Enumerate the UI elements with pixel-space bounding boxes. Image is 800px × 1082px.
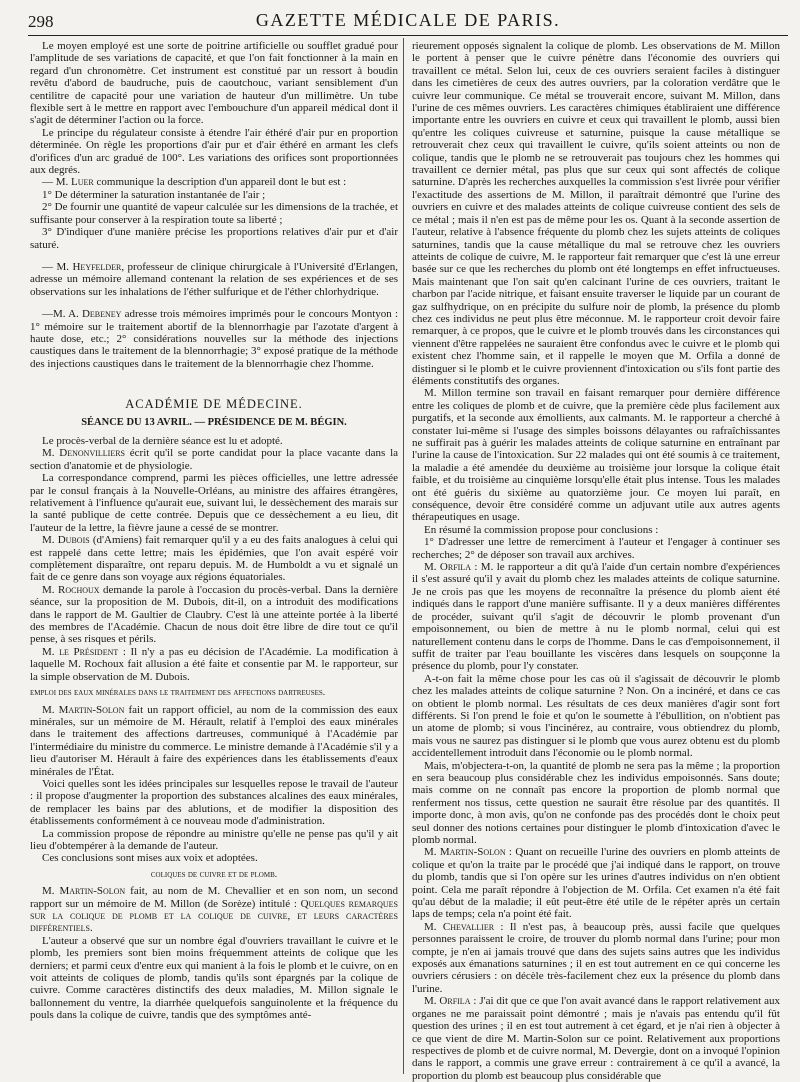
list-item: 2° De fournir une quantité de vapeur calculée sur les dimensions de la trachée, et suffisante pour conserver à la respiration toute sa liberté ; <box>30 201 398 226</box>
paragraph <box>412 995 780 1082</box>
page-header <box>28 8 788 34</box>
paragraph-text: (d'Amiens) fait remarquer qu'il y a eu des faits analogues à celui qui est rappelé dans cette lettre; mais les épidémies, que l'on avait espéré voir complètement disparaître, ont reparu depuis. M. de Humboldt a vu et signalé un fait de ce genre dans son voyage aux régions équatoriales. <box>30 534 398 584</box>
journal-title: GAZETTE MÉDICALE DE PARIS. <box>255 10 561 30</box>
speaker-name: M. Luer <box>55 176 94 189</box>
speaker-name: M. Rochoux <box>42 583 100 596</box>
list-item: 1° De déterminer la saturation instantanée de l'air ; <box>42 188 266 201</box>
paragraph-text: : Il n'est pas, à beaucoup près, aussi facile que quelques personnes paraissent le croire, de trouver du plomb normal dans l'urine; pour mon compte, je n'en ai jamais trouvé que dans des sujets sains autres que les individus exposés aux émanations saturnines ; il en est tout autrement en ce qui concerne les ouvriers cérusiers : on décèle très-facilement chez eux la présence du plomb dans l'urine. <box>412 920 781 995</box>
speaker-name: M. Orfila <box>424 561 471 574</box>
paragraph: M. Millon termine son travail en faisant remarquer pour dernière différence entre les coliques de plomb et de cuivre, que la première cède plus facilement aux purgatifs, et la seconde aux émollients, aux calmants. M. le rapporteur a cherché à constater lui-même si l'usage des simples boissons délayantes ou rafraîchissantes ne suffirait pas à guérir les malades atteints de colique saturnine en entraînant par l'urine la cause de l'intoxication. Sur 22 malades qui ont été soumis à ce traitement, la maladie a été amendée du deuxième au troisième jour lorsque la colique était faible, et du troisième au cinquième lorsqu'elle était plus intense. Tous les malades ont été guéris du sixième au quatorzième jour. Ce moyen lui paraît, en conséquence, devoir être considéré comme un adjuvant utile aux autres agents thérapeutiques en usage. <box>412 387 780 524</box>
paragraph: Le moyen employé est une sorte de poitrine artificielle ou soufflet gradué pour l'amplitude de ses variations de capacité, et que l'on fait fonctionner à la main en regard d'un chronomètre. Cet instrument est constitué par un ressort à boudin revêtu d'abord de baudruche, puis de caoutchouc, variant sensiblement d'un centilitre de capacité pour une variation de hauteur d'un millimètre. Un tube flexible sert à le mettre en rapport avec l'embouchure d'un appareil médical dont il s'agit de déterminer l'action ou la force. <box>30 40 398 127</box>
paragraph <box>30 646 398 683</box>
list-item: 3° D'indiquer d'une manière précise les proportions relatives d'air pur et d'air saturé. <box>30 226 398 251</box>
paragraph-text: : M. le rapporteur a dit qu'à l'aide d'un certain nombre d'expériences il s'est assuré qu'il y avait du plomb chez les malades atteints de colique saturnine. Je ne crois pas que les moyens de reconnaître la présence du plomb aient été indiqués dans le rapport d'une manière suffisante. Il y a deux manières différentes de procéder, suivant qu'il s'agit de découvrir le plomb provenant d'un empoisonnement, ou bien de mettre à nu le plomb normal, celui qui est naturellement contenu dans le corps de l'homme. Dans le cas d'empoisonnement, il suffit de traiter par l'eau bouillante les viscères dans lesquels on soupçonne la présence du plomb, pour l'y constater. <box>412 561 781 673</box>
paragraph: A-t-on fait la même chose pour les cas où il s'agissait de découvrir le plomb chez les malades atteints de colique saturnine ? Non. On a incinéré, et dans ce cas on obtient le plomb normal. Les résultats de ces deux manières d'agir sont fort différents. Si l'on prend le foie et qu'on le soumette à l'ébullition, on n'obtient pas un atome de plomb; si vous l'incinérez, au contraire, vous obtiendrez du plomb, mais vous ne saurez pas distinguer si le plomb que vous aurez obtenu est du plomb accidentellement introduit dans l'économie ou le plomb normal. <box>412 672 780 760</box>
paragraph <box>412 561 780 673</box>
paragraph <box>412 921 780 995</box>
header-rule <box>28 35 788 36</box>
speaker-name: M. Martin-Solon <box>42 703 125 716</box>
list-item: 1° D'adresser une lettre de remerciment à l'auteur et l'engager à continuer ses recherches; 2° de déposer son travail aux archives. <box>412 536 780 561</box>
paragraph: — M. Heyfelder, professeur de clinique chirurgicale à l'Université d'Erlangen, adresse un mémoire allemand contenant la relation de ses expériences et de ses observations sur les inhalations de l'éther sulfurique et de l'éther chlorhydrique. <box>30 260 399 298</box>
column-divider <box>403 38 404 1074</box>
paragraph: —M. A. Debeney adresse trois mémoires imprimés pour le concours Montyon : 1° mémoire sur le traitement abortif de la blennorrhagie par l'azotate d'argent à haute dose, etc.; 2° considérations nouvelles sur la méthode des injections caustiques dans le traitement de la blennorrhagie; 3° exposé pratique de la méthode des injections caustiques dans le traitement de la blennorrhagie chez l'homme. <box>30 308 398 370</box>
paragraph: Ces conclusions sont mises aux voix et adoptées. <box>42 852 258 865</box>
paragraph-text: , professeur de clinique chirurgicale à l'Université d'Erlangen, adresse un mémoire allemand contenant la relation de ses expériences et de ses observations sur les inhalations de l'éther sulfurique et de l'éther chlorhydrique. <box>30 260 399 298</box>
left-column <box>30 40 398 1074</box>
session-heading: SÉANCE DU 13 AVRIL. — PRÉSIDENCE DE M. BÉGIN. <box>81 416 347 428</box>
paragraph <box>30 534 398 584</box>
paragraph-text: écrit qu'il se porte candidat pour la place vacante dans la section d'anatomie et de physiologie. <box>30 447 399 472</box>
paragraph-text: fait, au nom de M. Chevallier et en son nom, un second rapport sur un mémoire de M. Millon (de Sorèze) intitulé : <box>30 885 398 910</box>
speaker-name: M. Heyfelder <box>56 260 122 273</box>
paragraph: Voici quelles sont les idées principales sur lesquelles repose le travail de l'auteur : il propose d'augmenter la proportion des substances alcalines des eaux minérales, de remplacer les bains par des ablutions, et de modifier la disposition des établissements conformément à ce nouveau mode d'administration. <box>30 777 398 828</box>
paragraph <box>30 447 398 472</box>
paragraph-text: fait un rapport officiel, au nom de la commission des eaux minérales, sur un mémoire de M. Hérault, relatif à l'emploi des eaux minérales dans le traitement des affections dartreuses, communiqué à l'Académie par l'intermédiaire du ministre du commerce. Le ministre demande à l'Académie s'il y a lieu d'autoriser M. Hérault à faire des expériences dans les établissements d'eaux minérales de l'État. <box>30 703 398 778</box>
paragraph-text: : Quant on recueille l'urine des ouvriers en plomb atteints de colique et qu'on la traite par le procédé que j'ai indiqué dans le rapport, on trouve du plomb, tandis que si l'on opère sur les urines d'autres individus on n'en obtient point. Cela me paraît répondre à l'objection de M. Orfila. Cet examen n'a été fait qu'au début de la maladie; il eût peut-être été utile de le répéter après un certain laps de temps; cela n'a point été fait. <box>412 846 780 921</box>
paragraph <box>30 704 398 778</box>
paragraph: — M. Luer communique la description d'un appareil dont le but est : <box>42 176 347 189</box>
paragraph: La correspondance comprend, parmi les pièces officielles, une lettre adressée par le consul français à la Nouvelle-Orléans, au ministre des affaires étrangères, relativement à l'influence qu'aurait eue, suivant lui, le dessèchement des marais sur la santé publique de cette contrée. Depuis que ce dessèchement a eu lieu, dit l'auteur de la lettre, la fièvre jaune a cessé de se montrer. <box>30 472 398 534</box>
paragraph <box>30 584 398 646</box>
paragraph: Le principe du régulateur consiste à étendre l'air éthéré d'air pur en proportion déterminée. On règle les proportions d'air pur et d'air éthéré en armant les clefs d'orifices d'un arc gradué de 100°. Les variations des orifices sont proportionnées aux degrés. <box>30 126 398 177</box>
speaker-name: M. A. Debeney <box>53 308 122 321</box>
paragraph-text: adresse trois mémoires imprimés pour le concours Montyon : 1° mémoire sur le traitement abortif de la blennorrhagie par l'azotate d'argent à haute dose, etc.; 2° considérations nouvelles sur la méthode des injections caustiques dans le traitement de la blennorrhagie; 3° exposé pratique de la méthode des injections caustiques dans le traitement de la blennorrhagie chez l'homme. <box>30 308 398 370</box>
page-number: 298 <box>28 12 54 31</box>
right-column <box>412 40 781 1082</box>
speaker-name: M. le Président <box>42 645 119 658</box>
speaker-name: M. Martin-Solon <box>424 846 506 859</box>
paragraph <box>412 846 780 920</box>
paragraph <box>30 885 398 935</box>
section-heading: ACADÉMIE DE MÉDECINE. <box>125 397 303 412</box>
speaker-name: M. Denonvilliers <box>42 447 126 460</box>
subsection-heading: emploi des eaux minérales dans le traitement des affections dartreuses. <box>30 688 326 699</box>
paragraph: rieurement opposés signalent la colique de plomb. Les observations de M. Millon le portent à penser que le cuivre pénètre dans l'économie des ouvriers qui travaillent ce métal. Selon lui, ceux de ces ouvriers seraient faciles à distinguer dans les cimetières de ceux des autres ouvriers, par la coloration verdâtre que le cuivre leur communique. Ce métal se trouverait encore, suivant M. Millon, dans l'urine de ces mêmes ouvriers. Les caractères chimiques établiraient une différence importante entre les ouvriers en cuivre et ceux qui travaillent le plomb, aussi bien qu'entre les coliques cuivreuse et saturnine, puisque la cause métallique se retrouverait chez ceux qui travaillent le cuivre, qu'ils soient atteints ou non de colique, tandis que le plomb ne se retrouverait pas toujours chez les hommes qui travaillent ce dernier métal, pas plus que sur ceux qui sont affectés de colique saturnine. D'après les recherches auxquelles la commission s'est livrée pour vérifier l'exactitude des assertions de M. Millon, il paraîtrait démontré que l'urine des ouvriers en cuivre et des malades atteints de colique cuivreuse contient des sels de ce métal ; mais il n'en est pas de même pour les os. Quant à la seconde assertion de l'auteur, relative à l'absence fréquente du plomb chez les sujets atteints de coliques saturnines, tandis que la cause métallique du mal se retrouve chez les ouvriers atteints de colique de cuivre, M. le rapporteur fait remarquer que c'est là une erreur basée sur ce que les recherches du plomb ont été longtemps en effet infructueuses. Mais maintenant que l'on sait qu'en calcinant l'urine de ces ouvriers, traitant le charbon par l'acide nitrique, et faisant ensuite traverser le liquide par un courant de gaz sulfhydrique, on en précipite du sulfure noir de plomb, la présence du plomb chez ces individus ne peut plus être méconnue. M. le rapporteur croit devoir faire remarquer, à ce propos, que le cuivre et le plomb trouvés dans les circonstances qui viennent d'être rappelées ne sauraient être confondus avec le cuivre et le plomb qui existent chez l'homme sain, et il rappelle le moyen que M. Orfila a donné de distinguer si le plomb et le cuivre proviennent d'intoxication ou s'ils font partie des éléments constitutifs des organes. <box>412 40 780 387</box>
speaker-name: M. Orfila <box>424 995 471 1008</box>
subsection-heading: coliques de cuivre et de plomb. <box>150 869 278 880</box>
memoir-title: Quelques remarques sur la colique de plomb et la colique de cuivre, et leurs caractères différentiels. <box>30 897 398 935</box>
paragraph: Mais, m'objectera-t-on, la quantité de plomb ne sera pas la même ; la proportion en sera beaucoup plus considérable chez les individus empoisonnés. Sans doute; mais comme on ne connaît pas encore la proportion de plomb normal que renferment nos tissus, cette question ne saurait être résolue par des quantités. Il importe donc, à mon avis, qu'on ne confonde pas des procédés dont le choix peut seul donner des notions certaines pour distinguer le plomb d'intoxication d'avec le plomb normal. <box>412 759 780 846</box>
speaker-name: M. Chevallier <box>424 920 495 933</box>
paragraph-text: : J'ai dit que ce que l'on avait avancé dans le rapport relativement aux organes ne me paraissait point démontré ; mais je n'avais pas entendu qu'il fût question des urines ; il en est tout autrement à cet égard, et je n'ai rien à objecter à ce que vient de dire M. Martin-Solon sur ce point. Relativement aux proportions respectives de plomb et de cuivre normal, M. Devergie, dont on a invoqué l'opinion dans le rapport, a commis une grave erreur : contrairement à ce qu'il a avancé, la proportion du plomb est beaucoup plus considérable que <box>412 995 780 1082</box>
paragraph: En résumé la commission propose pour conclusions : <box>424 523 659 536</box>
paragraph: Le procès-verbal de la dernière séance est lu et adopté. <box>42 434 283 447</box>
paragraph: La commission propose de répondre au ministre qu'elle ne pense pas qu'il y ait lieu d'obtempérer à la demande de l'auteur. <box>30 827 398 852</box>
paragraph-text: : Il n'y a pas eu décision de l'Académie. La modification à laquelle M. Rochoux fait allusion a été faite et consentie par M. le rapporteur, sur la simple observation de M. Dubois. <box>30 645 398 683</box>
speaker-name: M. Martin-Solon <box>42 885 126 898</box>
speaker-name: M. Dubois <box>42 534 90 547</box>
paragraph-text: demande la parole à l'occasion du procès-verbal. Dans la dernière séance, sur la proposition de M. Dubois, dit-il, on a introduit des modifications dans le rapport de M. Gaultier de Claubry. C'est là une atteinte portée à la liberté des membres de l'Académie. Chacun de nous doit être libre de dire tout ce qu'il pense, à ses risques et périls. <box>30 583 398 646</box>
paragraph: L'auteur a observé que sur un nombre égal d'ouvriers travaillant le cuivre et le plomb, les premiers sont bien moins fréquemment atteints de colique que les derniers; et parmi ceux d'entre eux qui manient à la fois le plomb et le cuivre, on en voit atteints de coliques de plomb, tandis qu'ils sont épargnés par la colique de cuivre. Comme caractères distinctifs des deux maladies, M. Millon signale le ballonnement du ventre, la diarrhée quelquefois sanguinolente et la fréquence du pouls dans la colique de cuivre, tandis que des symptômes anté- <box>30 934 398 1022</box>
paragraph-text: communique la description d'un appareil dont le but est : <box>93 176 347 189</box>
